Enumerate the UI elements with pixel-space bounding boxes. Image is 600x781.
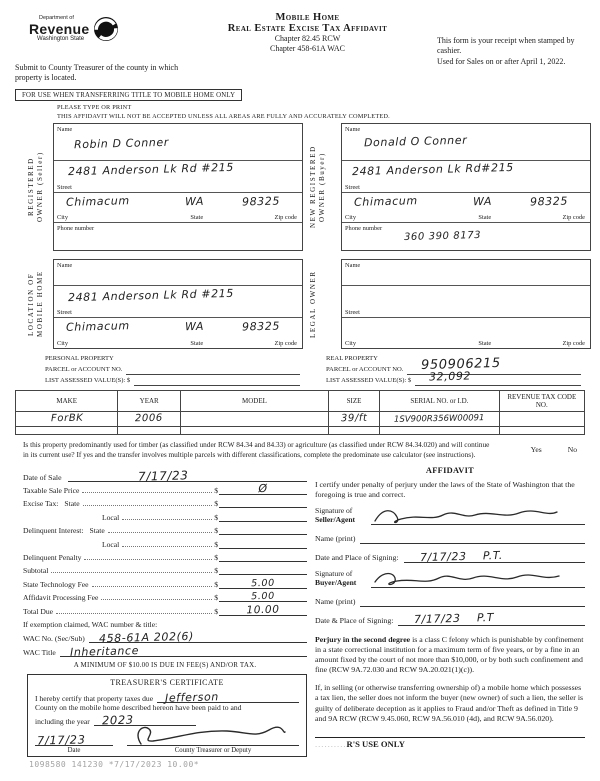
personal-property-block xyxy=(45,354,300,386)
buyer-zip-value: 98325 xyxy=(530,194,569,209)
fee-line-excise-local: Local $ xyxy=(23,508,307,521)
table-row xyxy=(16,411,585,426)
location-legal-section xyxy=(27,259,585,349)
seller-date-place-value: 7/17/23 P.T. xyxy=(419,548,503,564)
fees-column xyxy=(15,466,307,770)
col-serial: SERIAL NO. or I.D. xyxy=(380,390,499,411)
year-value: 2023 xyxy=(101,712,134,728)
owner-section xyxy=(27,123,585,251)
treasurer-use-only-footer xyxy=(315,737,585,750)
chapter-wac: Chapter 458-61A WAC xyxy=(270,44,345,54)
fee-line-total-due: Total Due $ 10.00 xyxy=(23,602,307,615)
seller-state-value: WA xyxy=(185,194,205,209)
fee-line-delinquent-interest-local: Local $ xyxy=(23,535,307,548)
timber-yes-label: Yes xyxy=(530,445,542,455)
parcel-section xyxy=(45,354,581,386)
real-property-block xyxy=(326,354,581,386)
buyer-phone-field: Phone number 360 390 8173 xyxy=(345,225,482,244)
buyer-box xyxy=(341,123,591,251)
receipt-note: This form is your receipt when stamped by cashier. xyxy=(437,36,575,56)
affidavit-title: AFFIDAVIT xyxy=(425,465,475,475)
timber-no-label: No xyxy=(567,445,577,455)
mobile-home-table xyxy=(15,390,585,435)
revenue-code-value xyxy=(499,411,584,426)
wac-no-value: 458-61A 202(6) xyxy=(98,629,194,645)
legal-street-field: Street xyxy=(342,286,590,318)
seller-signature xyxy=(371,503,561,527)
personal-assessed-line xyxy=(134,375,300,386)
minimum-fee-note: A MINIMUM OF $10.00 IS DUE IN FEE(S) AND/OR TAX. xyxy=(73,660,257,669)
location-city-value: Chimacum xyxy=(65,319,130,334)
perjury-paragraph: Perjury in the second degree is a class C felony which is punishable by confinement in a state correctional institution for a maximum term of five years, or by a fine in an amount fixed by the court of not more than $10,000, or by both such confinement and fine (RCW 9A.72.030 and RCW 9A.20.021(1)(c)). xyxy=(315,634,584,675)
seller-city-field: Chimacum WA 98325 City State Zip code xyxy=(54,193,302,223)
buyer-signature-line xyxy=(371,570,585,588)
buyer-signature xyxy=(371,566,561,590)
location-street-field: 2481 Anderson Lk Rd #215 Street xyxy=(54,286,302,318)
header-left xyxy=(15,12,190,83)
including-year-label: including the year xyxy=(35,717,90,727)
buyer-date-place-value: 7/17/23 P.T xyxy=(414,611,495,627)
logo-dept-of: Department of xyxy=(39,15,74,21)
seller-phone-field: Phone number xyxy=(57,225,95,232)
fee-line-taxable-sale-price: Taxable Sale Price $ Ø xyxy=(23,482,307,495)
treasurer-deputy-caption: County Treasurer or Deputy xyxy=(174,747,252,755)
wac-title-value: Inheritance xyxy=(69,643,139,659)
seller-signature-line xyxy=(371,507,585,525)
real-assessed-line xyxy=(415,369,581,386)
buyer-side-label: NEW REGISTERED OWNER (Buyer) xyxy=(309,145,326,229)
header-right xyxy=(425,12,585,83)
real-property-title: REAL PROPERTY xyxy=(326,355,378,362)
seller-name-field: Name Robin D Conner xyxy=(54,124,302,161)
paid-to-text: County on the mobile home described hereon have been paid to and xyxy=(35,702,242,712)
location-city-field: Chimacum WA 98325 City State Zip code xyxy=(57,319,297,347)
fee-line-subtotal: Subtotal $ xyxy=(23,562,307,575)
legal-city-field: City State Zip code xyxy=(345,340,585,347)
personal-property-title: PERSONAL PROPERTY xyxy=(45,355,114,362)
personal-assessed-label: LIST ASSESSED VALUE(S): $ xyxy=(45,377,131,384)
treasurer-date-line xyxy=(35,732,113,746)
location-name-field: Name xyxy=(54,260,302,286)
seller-street-value: 2481 Anderson Lk Rd #215 xyxy=(67,160,235,179)
real-acct-value: 950906215 xyxy=(421,356,502,374)
fee-line-delinquent-interest-state: Delinquent Interest: State $ xyxy=(23,522,307,535)
footer-faded-prefix: .......... xyxy=(315,738,347,749)
table-header-row xyxy=(16,390,585,411)
footer-rule xyxy=(315,737,585,738)
legal-owner-side-label: LEGAL OWNER xyxy=(309,270,317,338)
wac-title-field xyxy=(23,643,307,657)
seller-agent-label: Seller/Agent xyxy=(315,515,356,525)
col-make: MAKE xyxy=(16,390,118,411)
seller-signature-block: Signature of Seller/Agent xyxy=(315,506,585,525)
buyer-street-field: 2481 Anderson Lk Rd#215 Street xyxy=(342,161,590,193)
logo-revenue: Revenue xyxy=(29,20,90,37)
buyer-signature-block: Signature of Buyer/Agent xyxy=(315,569,585,588)
fee-line-delinquent-penalty: Delinquent Penalty $ xyxy=(23,549,307,562)
personal-acct-line xyxy=(126,364,300,375)
timber-question xyxy=(15,440,585,460)
location-state-value: WA xyxy=(185,319,205,334)
col-model: MODEL xyxy=(180,390,328,411)
location-street-value: 2481 Anderson Lk Rd #215 xyxy=(67,286,235,305)
buyer-date-place-field: Date & Place of Signing: 7/17/23 P.T xyxy=(315,613,585,626)
not-accepted-note: THIS AFFIDAVIT WILL NOT BE ACCEPTED UNLESS ALL AREAS ARE FULLY AND ACCURATELY COMPLETED. xyxy=(57,113,390,120)
legal-owner-box xyxy=(341,259,591,349)
date-of-sale-label: Date of Sale xyxy=(23,472,62,482)
real-acct-label: PARCEL or ACCOUNT NO. xyxy=(326,366,404,373)
treasurer-signature xyxy=(127,722,287,748)
date-caption: Date xyxy=(67,747,81,755)
wac-no-field xyxy=(23,629,307,643)
type-or-print-note: PLEASE TYPE OR PRINT xyxy=(57,104,132,111)
fee-line-excise-state: Excise Tax: State $ xyxy=(23,495,307,508)
wac-no-label: WAC No. (Sec/Sub) xyxy=(23,633,85,643)
table-row-empty xyxy=(16,426,585,434)
form-header xyxy=(15,12,585,83)
exemption-note: If exemption claimed, WAC number & title: xyxy=(23,619,158,629)
buyer-name-value: Donald O Conner xyxy=(363,133,468,150)
cashier-stamp: 1098580 141230 *7/17/2023 10.00* xyxy=(29,760,200,770)
timber-question-text: Is this property predominantly used for timber (as classified under RCW 84.34 and 84.33) or agriculture (as classified under RCW 84.34.020) and will continue in its current use? If yes and the transfer involves multiple parcels with different classifications, complete the predominate use calculator (see instructions). xyxy=(23,439,490,459)
col-year: YEAR xyxy=(118,390,181,411)
seller-side-label: REGISTERED OWNER (Seller) xyxy=(27,151,44,223)
transfer-title-banner: FOR USE WHEN TRANSFERRING TITLE TO MOBILE HOME ONLY xyxy=(15,89,242,101)
header-title xyxy=(190,12,425,83)
size-value: 39/ft xyxy=(328,411,379,426)
fee-line-state-technology-fee: State Technology Fee $ 5.00 xyxy=(23,575,307,588)
buyer-name-field: Name Donald O Conner xyxy=(342,124,590,161)
dor-swirl-icon xyxy=(91,14,121,49)
buyer-state-value: WA xyxy=(473,194,493,209)
used-note: Used for Sales on or after April 1, 2022. xyxy=(437,56,566,66)
year-value: 2006 xyxy=(118,411,181,426)
treasurer-date-value: 7/17/23 xyxy=(36,732,86,748)
seller-box xyxy=(53,123,303,251)
make-value: ForBK xyxy=(16,411,118,426)
location-zip-value: 98325 xyxy=(242,319,281,334)
date-of-sale-value: 7/17/23 xyxy=(137,468,189,484)
form-title-line2: Real Estate Excise Tax Affidavit xyxy=(227,23,388,34)
buyer-phone-value: 360 390 8173 xyxy=(403,229,482,244)
location-side-label: LOCATION OF MOBILE HOME xyxy=(27,270,44,338)
seller-street-field: 2481 Anderson Lk Rd #215 Street xyxy=(54,161,302,193)
buyer-agent-label: Buyer/Agent xyxy=(315,578,357,588)
serial-value: 1SV900R356W00091 xyxy=(380,411,499,426)
certify-taxes-due-label: I hereby certify that property taxes due xyxy=(35,693,154,703)
dor-logo xyxy=(29,16,190,49)
treasurers-certificate-title: TREASURER'S CERTIFICATE xyxy=(110,677,224,687)
seller-name-value: Robin D Conner xyxy=(73,135,170,152)
treasurer-signature-line xyxy=(127,732,299,746)
personal-acct-label: PARCEL or ACCOUNT NO. xyxy=(45,366,123,373)
county-value: Jefferson xyxy=(164,689,220,705)
use-only-label: R'S USE ONLY xyxy=(346,738,405,749)
logo-state: Washington State xyxy=(37,35,85,42)
buyer-name-print-field: Name (print) xyxy=(315,595,585,607)
buyer-city-field: Chimacum WA 98325 City State Zip code xyxy=(342,193,590,223)
real-assessed-label: LIST ASSESSED VALUE(S): $ xyxy=(326,377,412,384)
form-title-line1: Mobile Home xyxy=(275,12,340,23)
seller-name-print-field: Name (print) xyxy=(315,532,585,544)
lien-paragraph: If, in selling (or otherwise transferring ownership of) a mobile home which possesses a tax lien, the seller does not inform the buyer (new owner) of such a lien, the seller is guilty of deliberate deception as it applies to Fraud and/or Theft as defined in Title 9 and 9A RCW (RCW 9.45.060, RCW 9A.56.010 (4d), and RCW 9A.56.020). xyxy=(315,683,584,723)
model-value xyxy=(180,411,328,426)
submit-note: Submit to County Treasurer of the county in which property is located. xyxy=(15,63,179,82)
seller-zip-value: 98325 xyxy=(242,194,281,209)
certify-statement: I certify under penalty of perjury under the laws of the State of Washington that the foregoing is true and correct. xyxy=(315,479,575,499)
fee-line-affidavit-processing-fee: Affidavit Processing Fee $ 5.00 xyxy=(23,589,307,602)
real-assessed-value: 32,092 xyxy=(429,369,472,384)
location-box xyxy=(53,259,303,349)
seller-city-value: Chimacum xyxy=(65,194,130,209)
seller-date-place-field: Date and Place of Signing: 7/17/23 P.T. xyxy=(315,550,585,563)
col-revenue-code: REVENUE TAX CODE NO. xyxy=(499,390,584,411)
treasurers-certificate xyxy=(27,674,307,758)
wac-title-label: WAC Title xyxy=(23,647,56,657)
legal-name-field: Name xyxy=(342,260,590,286)
buyer-city-value: Chimacum xyxy=(353,194,418,209)
date-of-sale-field xyxy=(23,466,307,482)
timber-yes-no xyxy=(531,440,585,460)
buyer-street-value: 2481 Anderson Lk Rd#215 xyxy=(351,160,514,179)
col-size: SIZE xyxy=(328,390,379,411)
chapter-rcw: Chapter 82.45 RCW xyxy=(274,34,341,43)
affidavit-column xyxy=(315,466,585,770)
